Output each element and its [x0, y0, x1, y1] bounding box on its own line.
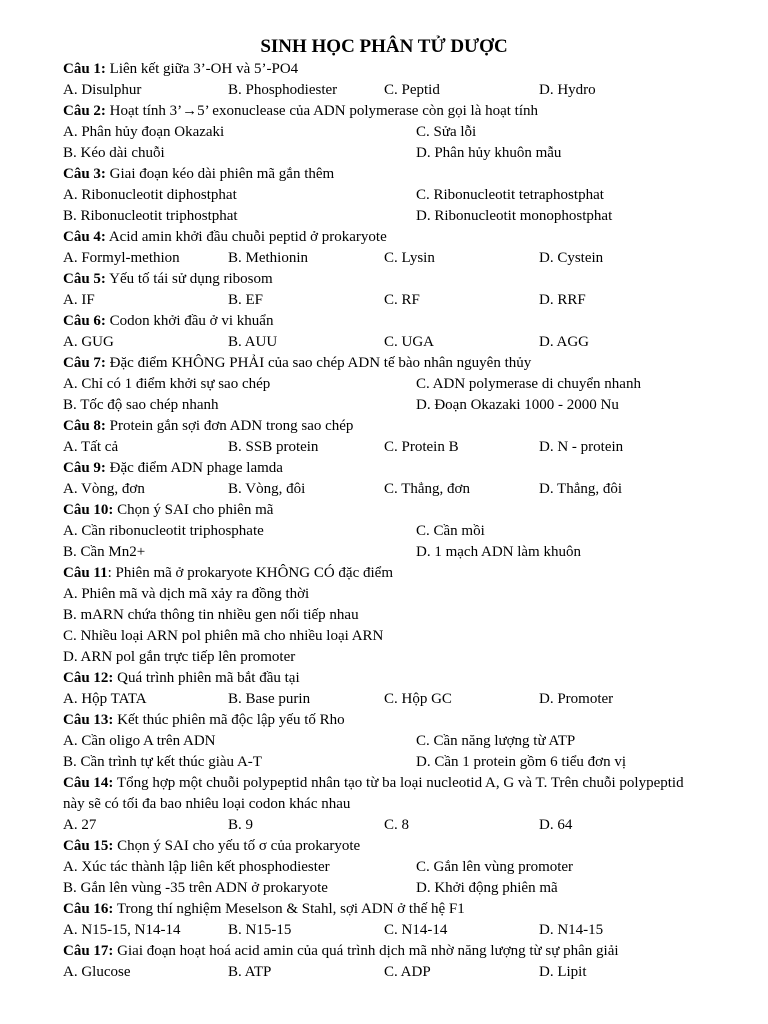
question-8-option-a: A. Tất cả — [63, 439, 119, 455]
question-12-option-c: C. Hộp GC — [384, 691, 452, 707]
question-9-stem — [63, 458, 703, 479]
question-2-option-b: B. Kéo dài chuỗi — [63, 145, 165, 161]
question-7-option-b: B. Tốc độ sao chép nhanh — [63, 397, 219, 413]
question-4-option-a: A. Formyl-methion — [63, 250, 180, 266]
question-16-options — [63, 920, 703, 941]
question-7-options-row — [63, 395, 703, 416]
question-17-option-c: C. ADP — [384, 964, 431, 980]
question-13-label: Câu 13: — [63, 712, 114, 728]
question-1-option-c: C. Peptid — [384, 82, 440, 98]
question-15-option-a: A. Xúc tác thành lập liên kết phosphodiester — [63, 859, 330, 875]
question-1-stem — [63, 59, 703, 80]
question-9-options — [63, 479, 703, 500]
question-7-option-a: A. Chỉ có 1 điểm khởi sự sao chép — [63, 376, 271, 392]
question-17-text: Giai đoạn hoạt hoá acid amin của quá trình dịch mã nhờ năng lượng từ sự phân giải — [113, 943, 619, 959]
question-13-option-b: B. Cần trình tự kết thúc giàu A-T — [63, 754, 262, 770]
question-11-option-c: C. Nhiều loại ARN pol phiên mã cho nhiều loại ARN — [63, 628, 384, 644]
question-11-text: : Phiên mã ở prokaryote KHÔNG CÓ đặc điểm — [107, 565, 393, 581]
question-1-option-d: D. Hydro — [539, 82, 596, 98]
question-11-stem — [63, 563, 703, 584]
question-8-stem — [63, 416, 703, 437]
question-13-option-a: A. Cần oligo A trên ADN — [63, 733, 216, 749]
question-16-stem — [63, 899, 703, 920]
question-15-option-b: B. Gắn lên vùng -35 trên ADN ở prokaryote — [63, 880, 328, 896]
question-6-option-b: B. AUU — [228, 334, 278, 350]
question-8-text: Protein gắn sợi đơn ADN trong sao chép — [105, 418, 354, 434]
question-6-label: Câu 6: — [63, 313, 106, 329]
question-10-stem — [63, 500, 703, 521]
question-4-option-d: D. Cystein — [539, 250, 604, 266]
question-16-label: Câu 16: — [63, 901, 114, 917]
question-7-option-d: D. Đoạn Okazaki 1000 - 2000 Nu — [416, 397, 619, 413]
question-1-option-a: A. Disulphur — [63, 82, 142, 98]
question-15-option-c: C. Gắn lên vùng promoter — [416, 859, 574, 875]
question-12-option-d: D. Promoter — [539, 691, 614, 707]
question-13-stem — [63, 710, 703, 731]
question-17-option-d: D. Lipit — [539, 964, 587, 980]
question-13-text: Kết thúc phiên mã độc lập yếu tố Rho — [113, 712, 345, 728]
question-1-text: Liên kết giữa 3’-OH và 5’-PO4 — [105, 61, 299, 77]
question-2-option-c: C. Sửa lỗi — [416, 124, 477, 140]
question-17-options — [63, 962, 703, 983]
question-11-option-a: A. Phiên mã và dịch mã xảy ra đồng thời — [63, 586, 310, 602]
question-9-option-c: C. Thẳng, đơn — [384, 481, 470, 497]
question-3-option-d: D. Ribonucleotit monophostphat — [416, 208, 613, 224]
question-5-label: Câu 5: — [63, 271, 106, 287]
question-5-option-c: C. RF — [384, 292, 420, 308]
question-12-option-a: A. Hộp TATA — [63, 691, 147, 707]
question-10-text: Chọn ý SAI cho phiên mã — [113, 502, 274, 518]
question-17-label: Câu 17: — [63, 943, 114, 959]
question-17-option-b: B. ATP — [228, 964, 272, 980]
question-5-stem — [63, 269, 703, 290]
question-8-option-c: C. Protein B — [384, 439, 459, 455]
question-6-text: Codon khởi đầu ở vi khuẩn — [105, 313, 274, 329]
question-2-text: Hoạt tính 3’→5’ exonuclease của ADN polymerase còn gọi là hoạt tính — [105, 103, 539, 119]
question-15-text: Chọn ý SAI cho yếu tố σ của prokaryote — [113, 838, 361, 854]
question-6-option-a: A. GUG — [63, 334, 114, 350]
question-9-text: Đặc điểm ADN phage lamda — [105, 460, 283, 476]
question-10-options-row — [63, 542, 703, 563]
question-14-stem — [63, 773, 703, 815]
question-2-options-row — [63, 122, 703, 143]
question-12-stem — [63, 668, 703, 689]
question-3-options-row — [63, 185, 703, 206]
question-3-options-row — [63, 206, 703, 227]
question-6-option-d: D. AGG — [539, 334, 590, 350]
question-list — [63, 59, 703, 983]
question-4-option-c: C. Lysin — [384, 250, 435, 266]
question-3-stem — [63, 164, 703, 185]
question-2-label: Câu 2: — [63, 103, 106, 119]
question-9-option-a: A. Vòng, đơn — [63, 481, 145, 497]
question-9-option-d: D. Thẳng, đôi — [539, 481, 623, 497]
question-16-option-b: B. N15-15 — [228, 922, 292, 938]
question-3-option-c: C. Ribonucleotit tetraphostphat — [416, 187, 604, 203]
question-6-option-c: C. UGA — [384, 334, 435, 350]
question-12-label: Câu 12: — [63, 670, 114, 686]
question-11-option-d: D. ARN pol gắn trực tiếp lên promoter — [63, 649, 296, 665]
question-14-option-d: D. 64 — [539, 817, 573, 833]
question-11-label: Câu 11 — [63, 565, 108, 581]
question-1-option-b: B. Phosphodiester — [228, 82, 338, 98]
question-1-label: Câu 1: — [63, 61, 106, 77]
question-14-options — [63, 815, 703, 836]
question-12-text: Quá trình phiên mã bắt đầu tại — [113, 670, 300, 686]
question-5-options — [63, 290, 703, 311]
question-15-options-row — [63, 878, 703, 899]
question-11-option-b: B. mARN chứa thông tin nhiều gen nối tiếp nhau — [63, 607, 359, 623]
question-14-option-b: B. 9 — [228, 817, 254, 833]
question-15-stem — [63, 836, 703, 857]
question-7-stem — [63, 353, 703, 374]
question-5-option-a: A. IF — [63, 292, 95, 308]
question-15-options-row — [63, 857, 703, 878]
question-17-option-a: A. Glucose — [63, 964, 131, 980]
question-8-label: Câu 8: — [63, 418, 106, 434]
question-4-stem — [63, 227, 703, 248]
question-1-options — [63, 80, 703, 101]
question-16-text: Trong thí nghiệm Meselson & Stahl, sợi ADN ở thế hệ F1 — [113, 901, 465, 917]
question-8-option-b: B. SSB protein — [228, 439, 319, 455]
question-4-options — [63, 248, 703, 269]
question-16-option-a: A. N15-15, N14-14 — [63, 922, 181, 938]
question-10-option-c: C. Cần mồi — [416, 523, 485, 539]
question-13-option-c: C. Cần năng lượng từ ATP — [416, 733, 576, 749]
question-10-options-row — [63, 521, 703, 542]
question-3-option-a: A. Ribonucleotit diphostphat — [63, 187, 237, 203]
question-2-option-d: D. Phân hủy khuôn mẫu — [416, 145, 562, 161]
question-8-option-d: D. N - protein — [539, 439, 624, 455]
question-9-label: Câu 9: — [63, 460, 106, 476]
question-10-option-d: D. 1 mạch ADN làm khuôn — [416, 544, 581, 560]
question-4-label: Câu 4: — [63, 229, 106, 245]
question-2-stem — [63, 101, 703, 122]
page-title: SINH HỌC PHÂN TỬ DƯỢC — [260, 36, 508, 57]
question-5-option-d: D. RRF — [539, 292, 586, 308]
question-10-option-b: B. Cần Mn2+ — [63, 544, 146, 560]
question-2-options-row — [63, 143, 703, 164]
question-6-options — [63, 332, 703, 353]
question-4-option-b: B. Methionin — [228, 250, 309, 266]
question-7-option-c: C. ADN polymerase di chuyển nhanh — [416, 376, 641, 392]
question-3-option-b: B. Ribonucleotit triphostphat — [63, 208, 238, 224]
question-7-options-row — [63, 374, 703, 395]
question-17-stem — [63, 941, 703, 962]
question-10-label: Câu 10: — [63, 502, 114, 518]
question-10-option-a: A. Cần ribonucleotit triphosphate — [63, 523, 264, 539]
question-5-option-b: B. EF — [228, 292, 264, 308]
question-14-option-a: A. 27 — [63, 817, 97, 833]
question-7-label: Câu 7: — [63, 355, 106, 371]
question-2-option-a: A. Phân hủy đoạn Okazaki — [63, 124, 225, 140]
question-3-label: Câu 3: — [63, 166, 106, 182]
question-8-options — [63, 437, 703, 458]
question-13-option-d: D. Cần 1 protein gồm 6 tiểu đơn vị — [416, 754, 626, 770]
question-12-options — [63, 689, 703, 710]
question-16-option-d: D. N14-15 — [539, 922, 604, 938]
question-13-options-row — [63, 731, 703, 752]
question-9-option-b: B. Vòng, đôi — [228, 481, 306, 497]
question-6-stem — [63, 311, 703, 332]
question-15-option-d: D. Khởi động phiên mã — [416, 880, 558, 896]
question-7-text: Đặc điểm KHÔNG PHẢI của sao chép ADN tế bào nhân nguyên thủy — [105, 355, 532, 371]
question-12-option-b: B. Base purin — [228, 691, 311, 707]
question-15-label: Câu 15: — [63, 838, 114, 854]
question-14-option-c: C. 8 — [384, 817, 410, 833]
question-5-text: Yếu tố tái sử dụng ribosom — [105, 271, 273, 287]
question-3-text: Giai đoạn kéo dài phiên mã gắn thêm — [105, 166, 335, 182]
question-14-label: Câu 14: — [63, 775, 114, 791]
question-16-option-c: C. N14-14 — [384, 922, 448, 938]
question-14-text: Tổng hợp một chuỗi polypeptid nhân tạo từ ba loại nucleotid A, G và T. Trên chuỗi polypeptid này sẽ có tối đa bao nhiêu loại codon khác nhau — [63, 775, 684, 812]
question-4-text: Acid amin khởi đầu chuỗi peptid ở prokaryote — [105, 229, 387, 245]
question-13-options-row — [63, 752, 703, 773]
